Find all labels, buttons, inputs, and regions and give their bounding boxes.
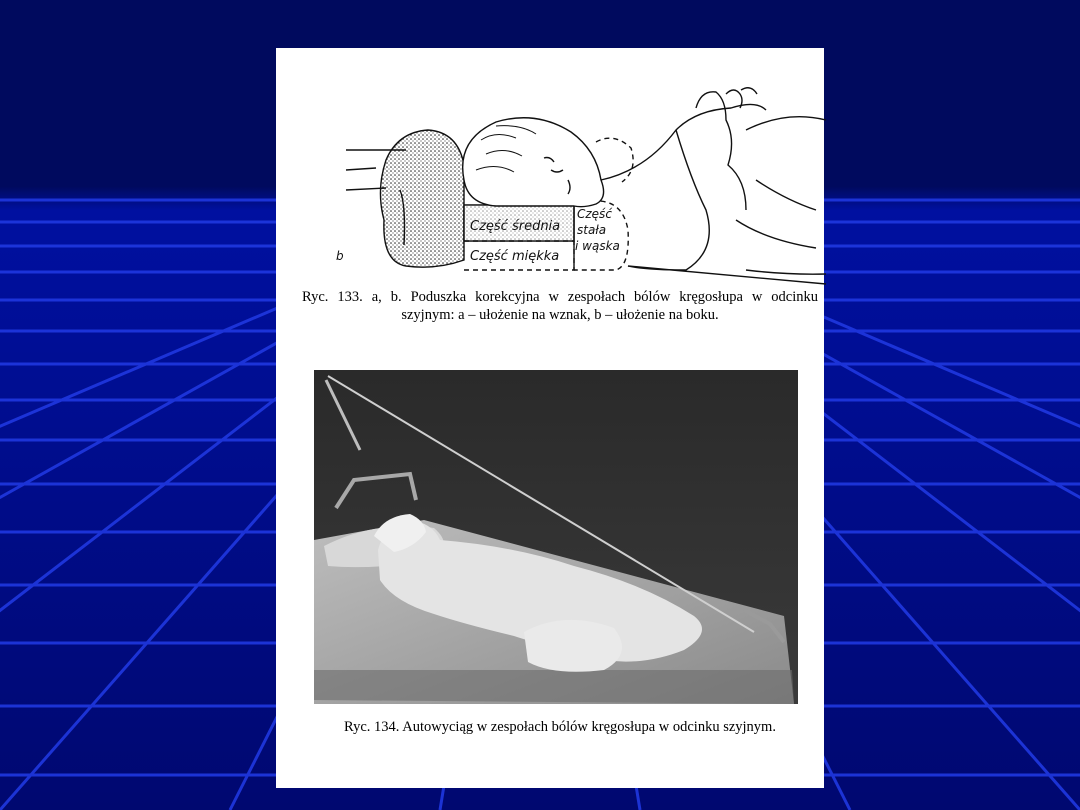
pillow-label-fixed-1: Część	[577, 207, 612, 221]
pillow-label-soft: Część miękka	[470, 249, 560, 264]
pillow-label-middle: Część średnia	[470, 219, 561, 234]
book-page	[276, 48, 824, 788]
panel-letter: b	[336, 249, 344, 263]
traction-photo	[314, 370, 798, 704]
pillow-label-fixed-2: stała	[577, 223, 607, 237]
figure-134-caption: Ryc. 134. Autowyciąg w zespołach bólów kręgosłupa w odcinku szyjnym.	[344, 719, 776, 735]
figure-133-caption	[302, 288, 818, 324]
figure-133-caption-line2: szyjnym: a – ułożenie na wznak, b – ułożenie na boku.	[401, 307, 719, 323]
figure-133-caption-line1: Ryc. 133. a, b. Poduszka korekcyjna w zespołach bólów kręgosłupa w odcinku	[302, 289, 818, 305]
pillow-label-fixed-3: i wąska	[575, 239, 620, 253]
pillow-illustration	[336, 70, 826, 302]
